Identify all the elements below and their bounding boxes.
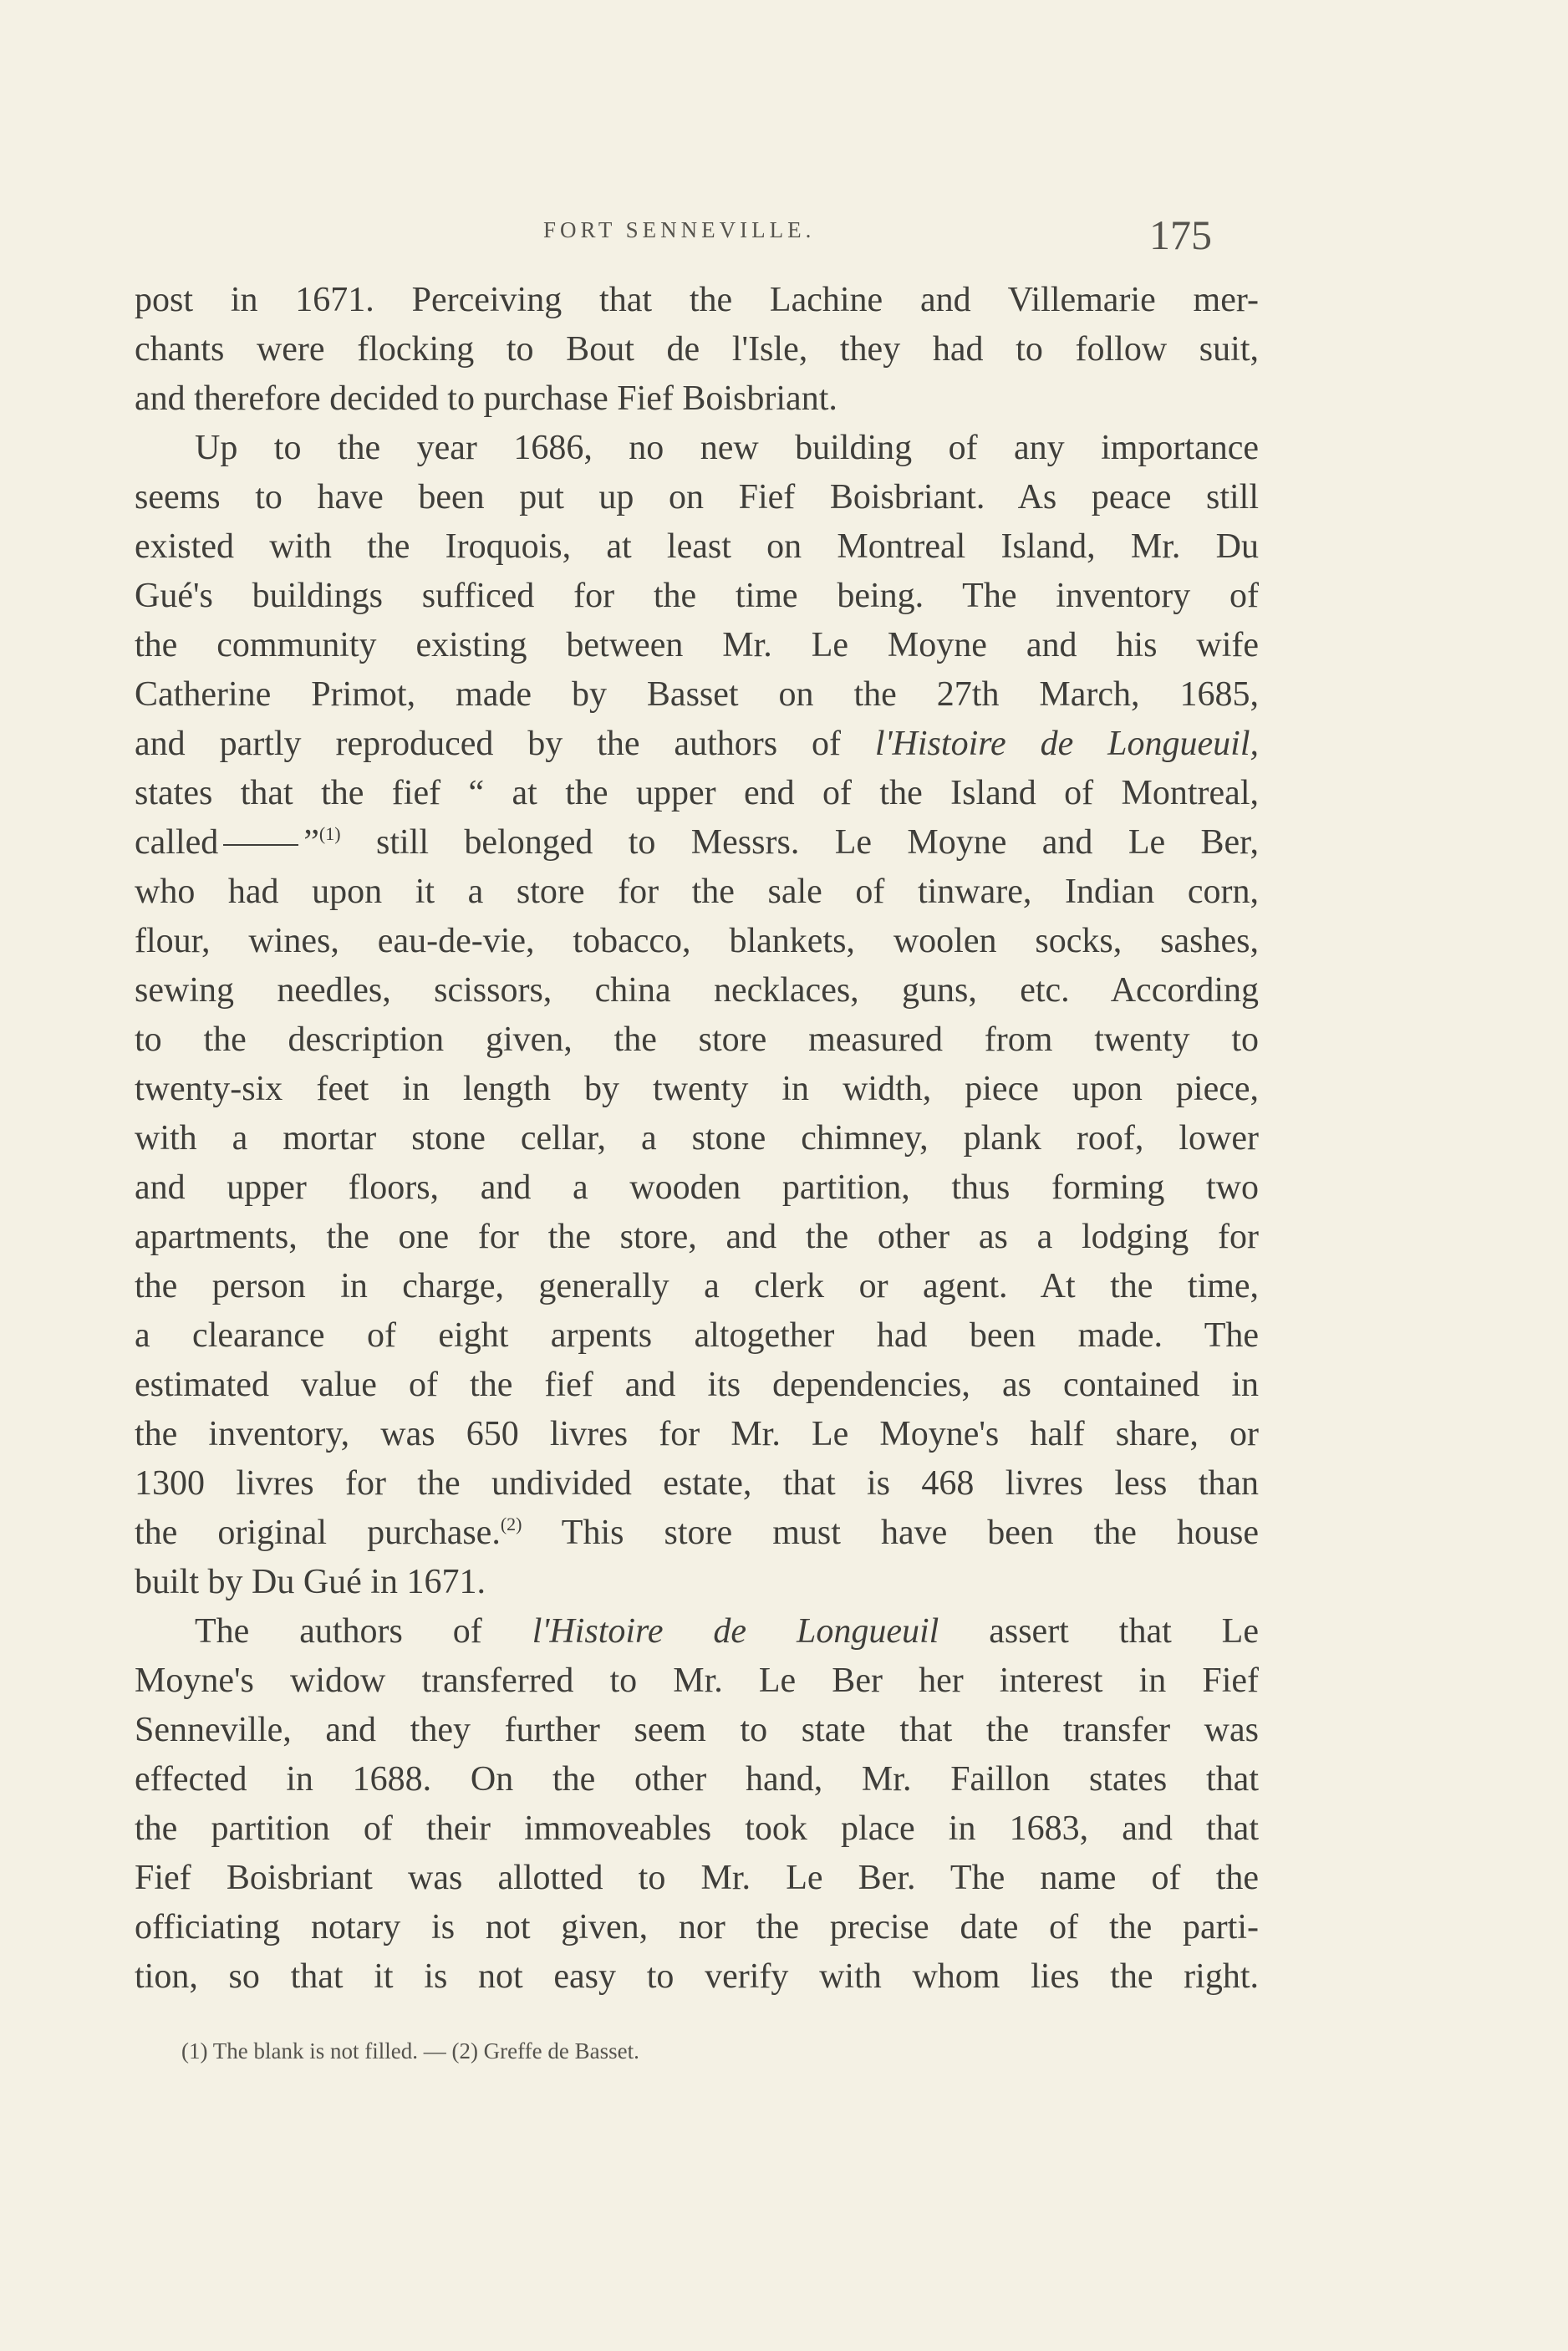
text-line: built by Du Gué in 1671. xyxy=(135,1563,486,1601)
line-text: The authors of xyxy=(195,1612,532,1651)
text-line: a clearance of eight arpents altogether had been made. The xyxy=(135,1316,1259,1355)
text-line: tion, so that it is not easy to verify with whom lies the right. xyxy=(135,1957,1259,1996)
text-line xyxy=(135,720,1259,769)
footnote-ref: (2) xyxy=(500,1514,522,1534)
text-line: seems to have been put up on Fief Boisbriant. As peace still xyxy=(135,478,1259,517)
blank-dash xyxy=(223,844,298,846)
text-line: Fief Boisbriant was allotted to Mr. Le Ber. The name of the xyxy=(135,1859,1259,1897)
text-line: twenty-six feet in length by twenty in width, piece upon piece, xyxy=(135,1070,1259,1108)
book-title-italic: l'Histoire de Longueuil xyxy=(532,1612,939,1651)
running-head-title: FORT SENNEVILLE. xyxy=(543,217,816,242)
text-line: the person in charge, generally a clerk or agent. At the time, xyxy=(135,1267,1259,1305)
text-line: the partition of their immoveables took place in 1683, and that xyxy=(135,1809,1259,1848)
running-head xyxy=(0,211,1568,261)
text-line: states that the fief “ at the upper end of the Island of Montreal, xyxy=(135,774,1259,812)
text-line: flour, wines, eau-de-vie, tobacco, blankets, woolen socks, sashes, xyxy=(135,922,1259,960)
text-line: Senneville, and they further seem to state that the transfer was xyxy=(135,1711,1259,1749)
footnote-ref: (1) xyxy=(318,823,341,844)
text-line: the inventory, was 650 livres for Mr. Le Moyne's half share, or xyxy=(135,1415,1259,1453)
text-line: the community existing between Mr. Le Moyne and his wife xyxy=(135,626,1259,664)
book-title-italic: l'Histoire de Longueuil, xyxy=(874,725,1259,763)
text-line xyxy=(135,1607,1259,1656)
text-line: Catherine Primot, made by Basset on the 27th March, 1685, xyxy=(135,675,1259,714)
text-line: apartments, the one for the store, and the other as a lodging for xyxy=(135,1218,1259,1256)
text-line: officiating notary is not given, nor the precise date of the parti- xyxy=(135,1908,1259,1946)
text-line: estimated value of the fief and its dependencies, as contained in xyxy=(135,1366,1259,1404)
text-line: and upper floors, and a wooden partition, thus forming two xyxy=(135,1168,1259,1207)
text-line: post in 1671. Perceiving that the Lachine and Villemarie mer- xyxy=(135,281,1259,319)
text-line: 1300 livres for the undivided estate, that is 468 livres less than xyxy=(135,1464,1259,1503)
text-line: to the description given, the store measured from twenty to xyxy=(135,1020,1259,1059)
line-text: and partly reproduced by the authors of xyxy=(135,725,875,763)
text-line xyxy=(135,818,1259,868)
line-text: assert that Le xyxy=(939,1612,1259,1651)
text-line xyxy=(135,1509,1259,1558)
line-text: the original purchase. xyxy=(135,1514,501,1552)
text-line: Gué's buildings sufficed for the time being. The inventory of xyxy=(135,577,1259,615)
text-line: Up to the year 1686, no new building of any importance xyxy=(195,429,1259,467)
body-text xyxy=(135,276,1259,2002)
line-text: This store must have been the house xyxy=(522,1514,1259,1552)
line-text: still belonged to Messrs. Le Moyne and Le Ber, xyxy=(340,823,1259,862)
text-line: and therefore decided to purchase Fief Boisbriant. xyxy=(135,379,837,418)
text-line: sewing needles, scissors, china necklaces, guns, etc. According xyxy=(135,971,1259,1010)
text-line: existed with the Iroquois, at least on Montreal Island, Mr. Du xyxy=(135,527,1259,566)
text-line: with a mortar stone cellar, a stone chimney, plank roof, lower xyxy=(135,1119,1259,1158)
page-number: 175 xyxy=(1149,211,1212,258)
text-line: who had upon it a store for the sale of tinware, Indian corn, xyxy=(135,873,1259,911)
close-quote: ” xyxy=(303,823,319,862)
line-text: called xyxy=(135,823,219,862)
footnotes: (1) The blank is not filled. — (2) Greffe de Basset. xyxy=(181,2038,639,2063)
text-line: chants were flocking to Bout de l'Isle, they had to follow suit, xyxy=(135,330,1259,369)
text-line: effected in 1688. On the other hand, Mr. Faillon states that xyxy=(135,1760,1259,1799)
text-line: Moyne's widow transferred to Mr. Le Ber her interest in Fief xyxy=(135,1661,1259,1700)
